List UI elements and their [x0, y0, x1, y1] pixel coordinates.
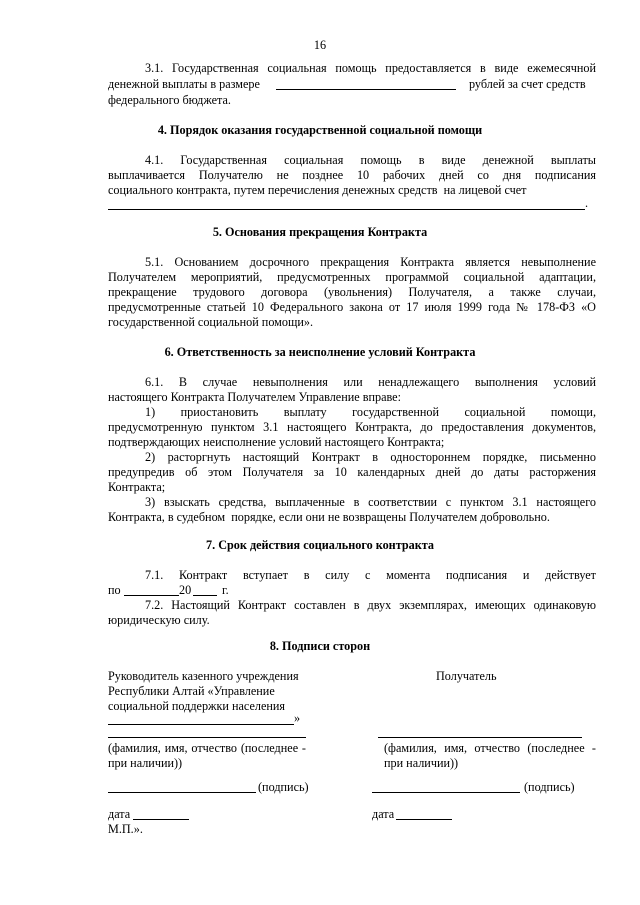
paragraph-7-1-line-1: 7.1. Контракт вступает в силу с момента подписания и действует: [145, 568, 596, 582]
paragraph-3-1-line-3: федерального бюджета.: [108, 93, 231, 107]
paragraph-3-1-line-2a: денежной выплаты в размере: [108, 77, 260, 91]
section-8-heading: 8. Подписи сторон: [269, 639, 371, 653]
amount-blank: [276, 89, 456, 90]
section-5-heading: 5. Основания прекращения Контракта: [212, 225, 428, 239]
item-1-line-1: 1) приостановить выплату государственной социальной помощи,: [145, 405, 596, 419]
right-fio-hint-line-1: (фамилия, имя, отчество (последнее -: [384, 741, 596, 755]
page-number: 16: [313, 38, 327, 52]
paragraph-4-1-line-3: социального контракта, путем перечисления денежных средств на лицевой счет: [108, 183, 527, 197]
section-4-heading: 4. Порядок оказания государственной социальной помощи: [157, 123, 483, 137]
right-fio-hint-line-2: при наличии)): [384, 756, 459, 770]
end-date-blank: [124, 595, 179, 596]
item-2-line-3: Контракта;: [108, 480, 166, 494]
left-fio-hint-line-1: (фамилия, имя, отчество (последнее -: [108, 741, 306, 755]
left-signatory-line-2: Республики Алтай «Управление: [108, 684, 275, 698]
left-date-label: дата: [108, 807, 131, 821]
paragraph-7-1-g: г.: [222, 583, 229, 597]
item-2-line-1: 2) расторгнуть настоящий Контракт в одностороннем порядке, письменно: [145, 450, 596, 464]
right-date-label: дата: [372, 807, 395, 821]
paragraph-4-1-line-2: выплачивается Получателю не позднее 10 рабочих дней со дня подписания: [108, 168, 596, 182]
paragraph-6-1-line-1: 6.1. В случае невыполнения или ненадлежащего выполнения условий: [145, 375, 596, 389]
right-signatory-title: Получатель: [436, 669, 497, 683]
paragraph-6-1-line-2: настоящего Контракта Получателем Управление вправе:: [108, 390, 401, 404]
section-6-heading: 6. Ответственность за неисполнение условий Контракта: [164, 345, 476, 359]
paragraph-3-1-line-1: 3.1. Государственная социальная помощь предоставляется в виде ежемесячной: [145, 61, 596, 75]
paragraph-7-2-line-2: юридическую силу.: [108, 613, 210, 627]
paragraph-5-1-line-3: прекращение трудового договора (увольнения) Получателя, а также случаи,: [108, 285, 596, 299]
paragraph-4-1-period: .: [585, 196, 589, 210]
left-fio-hint-line-2: при наличии)): [108, 756, 183, 770]
seal-place-label: М.П.».: [108, 822, 143, 836]
right-fio-blank: [378, 737, 582, 738]
paragraph-5-1-line-4: предусмотренные статьей 10 Федерального закона от 17 июля 1999 года № 178-ФЗ «О: [108, 300, 596, 314]
institution-name-blank: [108, 724, 294, 725]
right-signature-label: (подпись): [524, 780, 575, 794]
paragraph-5-1-line-1: 5.1. Основанием досрочного прекращения Контракта является невыполнение: [145, 255, 596, 269]
item-1-line-3: подтверждающих неисполнение условий настоящего Контракта;: [108, 435, 445, 449]
left-signatory-quote: »: [294, 711, 301, 725]
right-signature-blank: [372, 792, 520, 793]
item-2-line-2: предупредив об этом Получателя за 10 календарных дней до даты расторжения: [108, 465, 596, 479]
left-fio-blank: [108, 737, 306, 738]
left-signatory-line-3: социальной поддержки населения: [108, 699, 286, 713]
left-signatory-line-1: Руководитель казенного учреждения: [108, 669, 299, 683]
account-blank: [108, 209, 585, 210]
paragraph-5-1-line-5: государственной социальной помощи».: [108, 315, 314, 329]
left-signature-label: (подпись): [258, 780, 309, 794]
paragraph-5-1-line-2: Получателем мероприятий, предусмотренных программой социальной адаптации,: [108, 270, 596, 284]
paragraph-3-1-line-2b: рублей за счет средств: [469, 77, 586, 91]
paragraph-7-1-year-prefix: 20: [179, 583, 192, 597]
item-3-line-1: 3) взыскать средства, выплаченные в соответствии с пунктом 3.1 настоящего: [145, 495, 596, 509]
end-year-blank: [193, 595, 217, 596]
paragraph-4-1-line-1: 4.1. Государственная социальная помощь в виде денежной выплаты: [145, 153, 596, 167]
left-date-blank: [133, 819, 189, 820]
item-1-line-2: предусмотренную пунктом 3.1 настоящего Контракта, до предоставления документов,: [108, 420, 596, 434]
right-date-blank: [396, 819, 452, 820]
paragraph-7-1-line-2-po: по: [108, 583, 121, 597]
section-7-heading: 7. Срок действия социального контракта: [206, 538, 434, 552]
item-3-line-2: Контракта, в судебном порядке, если они не возвращены Получателем добровольно.: [108, 510, 550, 524]
paragraph-7-2-line-1: 7.2. Настоящий Контракт составлен в двух экземплярах, имеющих одинаковую: [145, 598, 596, 612]
left-signature-blank: [108, 792, 256, 793]
